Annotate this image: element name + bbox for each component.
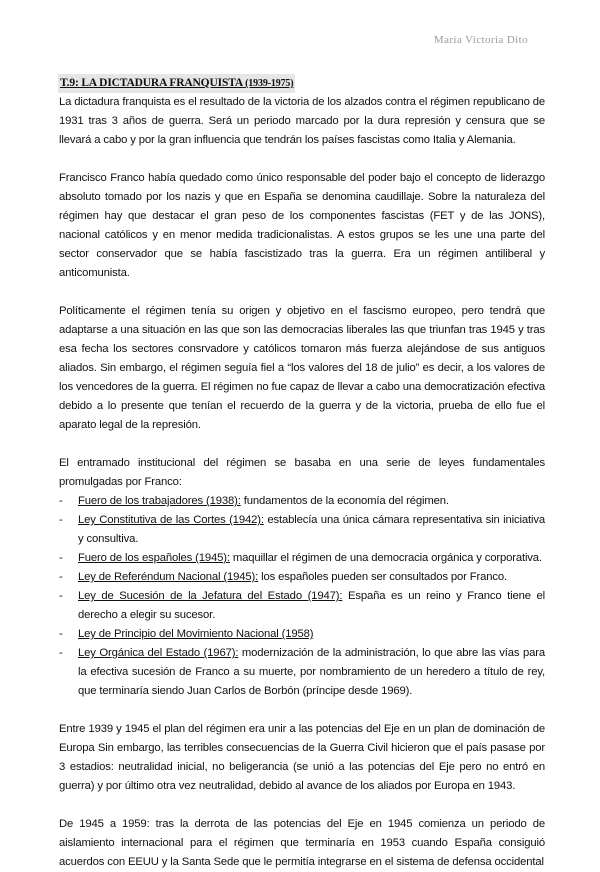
law-name: Ley Orgánica del Estado (1967):: [78, 647, 239, 659]
document-title: [58, 74, 295, 93]
document-body: [59, 74, 545, 872]
title-text: T.9: LA DICTADURA FRANQUISTA: [60, 77, 243, 89]
list-dash: -: [59, 628, 63, 640]
paragraph-1945-1959: De 1945 a 1959: tras la derrota de las potencias del Eje en 1945 comienza un periodo de aislamiento internacional para el régimen que terminaría en 1953 cuando España consiguió acuerdos con EEUU y la Santa Sede que le permitía integrarse en el sistema de defensa occidental: [59, 818, 545, 868]
paragraph-laws-intro: El entramado institucional del régimen se basaba en una serie de leyes fundamentales promulgadas por Franco:: [59, 457, 545, 488]
law-description: maquillar el régimen de una democracia orgánica y corporativa.: [229, 552, 542, 564]
law-description: España es un reino y Franco tiene el derecho a elegir su sucesor.: [78, 590, 546, 621]
law-description: fundamentos de la economía del régimen.: [240, 495, 449, 507]
list-dash: -: [59, 590, 63, 602]
list-dash: -: [59, 571, 63, 583]
law-item: [59, 549, 545, 568]
law-item: [59, 511, 545, 549]
list-dash: -: [59, 495, 63, 507]
law-item: [59, 625, 545, 644]
header-author: María Victoria Dito: [433, 34, 528, 46]
law-item: [59, 587, 545, 625]
paragraph-1939-1945: Entre 1939 y 1945 el plan del régimen era unir a las potencias del Eje en un plan de dominación de Europa Sin embargo, las terribles consecuencias de la Guerra Civil hicieron que el país pasase por 3 estadios: neutralidad inicial, no beligerancia (se unió a las potencias del Eje pero no entró en guerra) y por último otra vez neutralidad, debido al avance de los aliados por Europa en 1943.: [59, 723, 545, 792]
title-years: (1939-1975): [245, 78, 294, 89]
paragraph-franco: Francisco Franco había quedado como único responsable del poder bajo el concepto de liderazgo absoluto tomado por los nazis y que en España se denomina caudillaje. Sobre la naturaleza del régimen hay que destacar el gran peso de los componentes fascistas (FET y de las JONS), nacional católicos y en menor medida tradicionalistas. A estos grupos se les une una parte del sector conservador que se había fascistizado tras la guerra. Era un régimen antiliberal y anticomunista.: [59, 172, 545, 279]
law-name: Ley de Principio del Movimiento Nacional (1958): [78, 628, 314, 640]
paragraph-politics: Políticamente el régimen tenía su origen y objetivo en el fascismo europeo, pero tendrá que adaptarse a una situación en las que son las democracias liberales las que triunfan tras 1945 y tras esa fecha los sectores consrvadore y católicos tomaron más fuerza alejándose de sus antiguos aliados. Sin embargo, el régimen seguía fiel a “los valores del 18 de julio” es decir, a los valores de los vencedores de la guerra. El régimen no fue capaz de llevar a cabo una democratización efectiva debido a lo presente que tenían el recuerdo de la guerra y de la victoria, prueba de ello fue el aparato legal de la represión.: [59, 305, 545, 431]
title-line: [59, 74, 545, 93]
law-item: [59, 492, 545, 511]
law-name: Ley de Sucesión de la Jefatura del Estado (1947):: [78, 590, 343, 602]
list-dash: -: [59, 552, 63, 564]
law-name: Fuero de los trabajadores (1938):: [78, 495, 241, 507]
law-item: [59, 644, 545, 701]
paragraph-intro: La dictadura franquista es el resultado de la victoria de los alzados contra el régimen republicano de 1931 tras 3 años de guerra. Será un periodo marcado por la dura represión y censura que se llevará a cabo y por la gran influencia que tendrán los países fascistas como Italia y Alemania.: [59, 96, 545, 146]
law-description: los españoles pueden ser consultados por Franco.: [258, 571, 508, 583]
law-name: Fuero de los españoles (1945):: [78, 552, 230, 564]
law-item: [59, 568, 545, 587]
list-dash: -: [59, 514, 63, 526]
law-name: Ley de Referéndum Nacional (1945):: [78, 571, 259, 583]
list-dash: -: [59, 647, 63, 659]
law-description: establecía una única cámara representativa sin iniciativa y consultiva.: [78, 514, 545, 545]
law-name: Ley Constitutiva de las Cortes (1942):: [78, 514, 264, 526]
law-description: modernización de la administración, lo que abre las vías para la efectiva sucesión de Franco a su muerte, por nombramiento de un heredero a título de rey, que terminaría siendo Juan Carlos de Borbón (príncipe desde 1969).: [78, 647, 545, 697]
laws-list: [59, 492, 545, 701]
